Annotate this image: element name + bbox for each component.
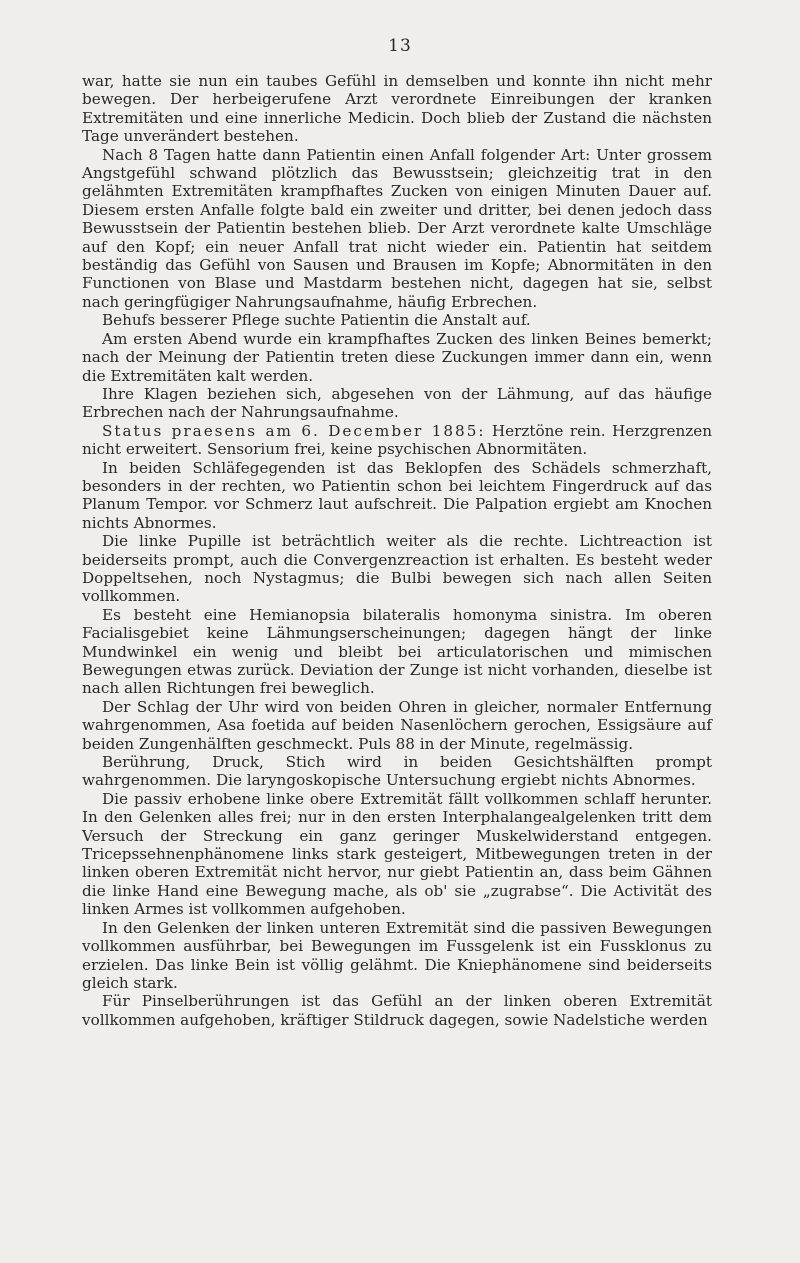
status-text: Herztöne rein. Herzgrenzen nicht erweitert. Sensorium frei, keine psychischen Abnormitäten. [82,421,712,459]
paragraph: Die linke Pupille ist beträchtlich weiter als die rechte. Lichtreaction ist beiderseits prompt, auch die Convergenzreaction ist erhalten. Es besteht weder Doppeltsehen, noch Nystagmus; die Bulbi bewegen sich nach allen Seiten vollkommen. [82,532,712,606]
paragraph: Für Pinselberührungen ist das Gefühl an der linken oberen Extremität vollkommen aufgehoben, kräftiger Stildruck dagegen, sowie Nadelstiche werden [82,992,712,1029]
status-paragraph [82,422,712,459]
paragraph: war, hatte sie nun ein taubes Gefühl in demselben und konnte ihn nicht mehr bewegen. Der herbeigerufene Arzt verordnete Einreibungen der kranken Extremitäten und eine innerliche Medicin. Doch blieb der Zustand die nächsten Tage unverändert bestehen. [82,72,712,146]
status-praesens-heading: Status praesens am 6. December 1885: [102,421,486,440]
paragraph: Am ersten Abend wurde ein krampfhaftes Zucken des linken Beines bemerkt; nach der Meinung der Patientin treten diese Zuckungen immer dann ein, wenn die Extremitäten kalt werden. [82,329,712,385]
paragraph: Der Schlag der Uhr wird von beiden Ohren in gleicher, normaler Entfernung wahrgenommen, Asa foetida auf beiden Nasenlöchern gerochen, Essigsäure auf beiden Zungenhälften geschmeckt. Puls 88 in der Minute, regelmässig. [82,697,712,753]
paragraph: In den Gelenken der linken unteren Extremität sind die passiven Bewegungen vollkommen ausführbar, bei Bewegungen im Fussgelenk ist ein Fussklonus zu erzielen. Das linke Bein ist völlig gelähmt. Die Kniephänomene sind beiderseits gleich stark. [82,918,712,992]
body-text [82,72,712,1029]
paragraph: Ihre Klagen beziehen sich, abgesehen von der Lähmung, auf das häufige Erbrechen nach der Nahrungsaufnahme. [82,384,712,422]
paragraph: Nach 8 Tagen hatte dann Patientin einen Anfall folgender Art: Unter grossem Angstgefühl schwand plötzlich das Bewusstsein; gleichzeitig trat in den gelähmten Extremitäten krampfhaftes Zucken von einigen Minuten Dauer auf. Diesem ersten Anfalle folgte bald ein zweiter und dritter, bei denen jedoch dass Bewusstsein der Patientin bestehen blieb. Der Arzt verordnete kalte Umschläge auf den Kopf; ein neuer Anfall trat nicht wieder ein. Patientin hat seitdem beständig das Gefühl von Sausen und Brausen im Kopfe; Abnormitäten in den Functionen von Blase und Mastdarm bestehen nicht, dagegen hat sie, selbst nach geringfügiger Nahrungsaufnahme, häufig Erbrechen. [82,145,712,311]
page-number: 13 [388,36,412,56]
paragraph: Berührung, Druck, Stich wird in beiden Gesichtshälften prompt wahrgenommen. Die laryngoskopische Untersuchung ergiebt nichts Abnormes. [82,753,712,790]
paragraph: Behufs besserer Pflege suchte Patientin die Anstalt auf. [102,311,531,330]
paragraph: Die passiv erhobene linke obere Extremität fällt vollkommen schlaff herunter. In den Gelenken alles frei; nur in den ersten Interphalangealgelenken tritt dem Versuch der Streckung ein ganz geringer Muskelwiderstand entgegen. Tricepssehnenphänomene links stark gesteigert, Mitbewegungen treten in der linken oberen Extremität nicht hervor, nur giebt Patientin an, dass beim Gähnen die linke Hand eine Bewegung mache, als ob' sie „zugrabse“. Die Activität des linken Armes ist vollkommen aufgehoben. [82,789,712,919]
paragraph: Es besteht eine Hemianopsia bilateralis homonyma sinistra. Im oberen Facialisgebiet keine Lähmungserscheinungen; dagegen hängt der linke Mundwinkel ein wenig und bleibt bei articulatorischen und mimischen Bewegungen etwas zurück. Deviation der Zunge ist nicht vorhanden, dieselbe ist nach allen Richtungen frei beweglich. [82,605,712,698]
paragraph: In beiden Schläfegegenden ist das Beklopfen des Schädels schmerzhaft, besonders in der rechten, wo Patientin schon bei leichtem Fingerdruck auf das Planum Tempor. vor Schmerz laut aufschreit. Die Palpation ergiebt am Knochen nichts Abnormes. [82,458,712,532]
